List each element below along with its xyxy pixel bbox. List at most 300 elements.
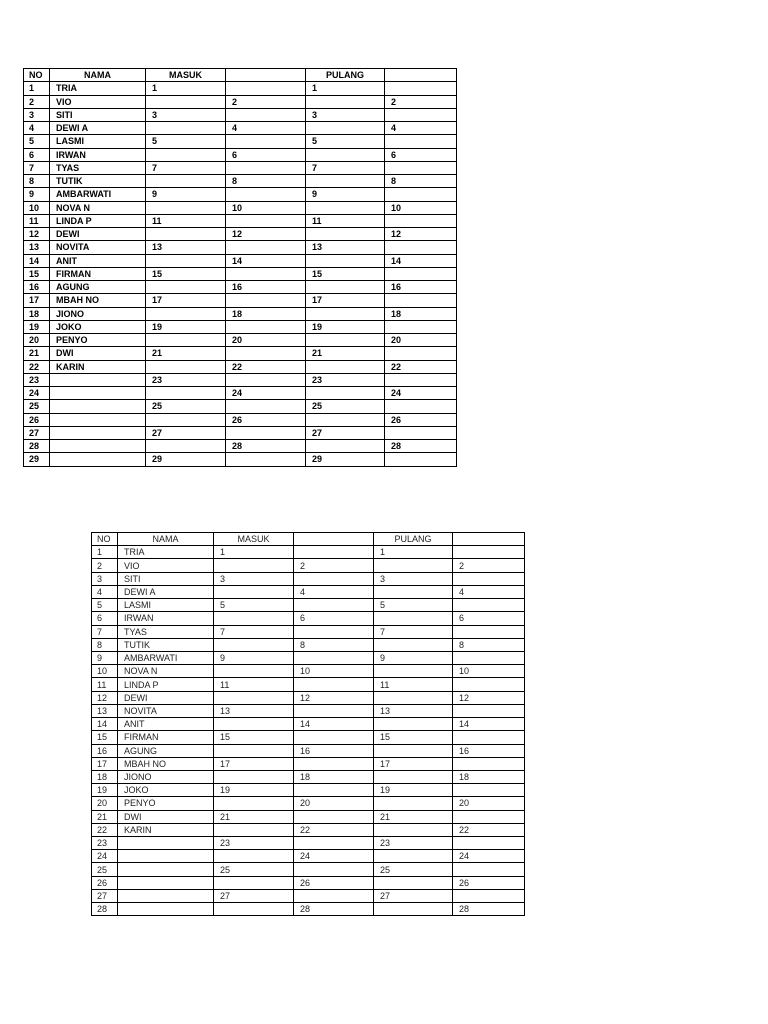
cell-pulang-2: 22 <box>385 360 457 373</box>
cell-pulang: 9 <box>374 651 453 664</box>
cell-masuk-2 <box>294 599 374 612</box>
cell-masuk: 27 <box>146 426 226 439</box>
cell-nama <box>50 440 146 453</box>
cell-pulang-2: 24 <box>385 387 457 400</box>
cell-pulang <box>306 281 385 294</box>
table-row <box>24 135 457 148</box>
cell-pulang <box>374 559 453 572</box>
table-row <box>92 665 525 678</box>
table-row <box>24 426 457 439</box>
cell-pulang: 11 <box>374 678 453 691</box>
cell-no: 7 <box>24 161 50 174</box>
cell-pulang: 1 <box>374 546 453 559</box>
cell-pulang-2: 2 <box>453 559 525 572</box>
cell-no: 15 <box>92 731 118 744</box>
cell-nama: FIRMAN <box>50 267 146 280</box>
cell-pulang-2 <box>385 294 457 307</box>
cell-pulang-2: 26 <box>453 876 525 889</box>
cell-masuk <box>146 122 226 135</box>
table-row <box>24 201 457 214</box>
cell-masuk-2 <box>226 161 306 174</box>
cell-masuk-2 <box>294 546 374 559</box>
cell-nama <box>118 903 214 916</box>
cell-no: 25 <box>92 863 118 876</box>
cell-masuk-2: 14 <box>294 718 374 731</box>
cell-no: 18 <box>92 770 118 783</box>
cell-masuk-2 <box>294 837 374 850</box>
cell-masuk-2: 20 <box>226 334 306 347</box>
cell-masuk-2: 2 <box>294 559 374 572</box>
cell-no: 17 <box>92 757 118 770</box>
cell-nama <box>118 876 214 889</box>
cell-nama: SITI <box>118 572 214 585</box>
cell-pulang: 15 <box>306 267 385 280</box>
cell-masuk <box>146 307 226 320</box>
cell-no: 9 <box>92 651 118 664</box>
table-row <box>92 612 525 625</box>
cell-pulang: 23 <box>306 373 385 386</box>
cell-pulang-2 <box>385 267 457 280</box>
cell-masuk-2: 6 <box>294 612 374 625</box>
cell-pulang-2 <box>453 678 525 691</box>
cell-no: 20 <box>24 334 50 347</box>
table-row <box>24 228 457 241</box>
cell-masuk <box>214 797 294 810</box>
table-row <box>92 731 525 744</box>
cell-masuk-2 <box>226 453 306 466</box>
cell-masuk-2 <box>294 704 374 717</box>
cell-pulang <box>374 612 453 625</box>
header-row <box>92 533 525 546</box>
cell-masuk-2 <box>294 889 374 902</box>
cell-no: 8 <box>92 638 118 651</box>
cell-masuk-2: 2 <box>226 95 306 108</box>
table-row <box>92 572 525 585</box>
cell-pulang: 27 <box>306 426 385 439</box>
cell-nama: DWI <box>50 347 146 360</box>
cell-masuk-2: 24 <box>294 850 374 863</box>
cell-masuk <box>146 413 226 426</box>
cell-pulang <box>306 254 385 267</box>
cell-no: 4 <box>24 122 50 135</box>
cell-pulang <box>374 718 453 731</box>
cell-pulang: 15 <box>374 731 453 744</box>
cell-nama <box>50 400 146 413</box>
cell-no: 23 <box>24 373 50 386</box>
header-masuk: MASUK <box>146 69 226 82</box>
cell-pulang-2 <box>453 599 525 612</box>
cell-no: 12 <box>92 691 118 704</box>
cell-pulang: 3 <box>374 572 453 585</box>
header-masuk-2 <box>294 533 374 546</box>
cell-nama: PENYO <box>50 334 146 347</box>
cell-masuk: 13 <box>146 241 226 254</box>
cell-masuk <box>146 387 226 400</box>
cell-nama <box>50 373 146 386</box>
cell-no: 6 <box>24 148 50 161</box>
cell-pulang-2: 2 <box>385 95 457 108</box>
cell-pulang-2: 18 <box>453 770 525 783</box>
header-pulang: PULANG <box>374 533 453 546</box>
cell-nama: NOVA N <box>118 665 214 678</box>
cell-masuk-2: 28 <box>226 440 306 453</box>
cell-pulang: 21 <box>306 347 385 360</box>
cell-masuk: 13 <box>214 704 294 717</box>
cell-masuk: 9 <box>214 651 294 664</box>
cell-pulang-2 <box>453 651 525 664</box>
cell-nama: IRWAN <box>50 148 146 161</box>
cell-masuk: 23 <box>146 373 226 386</box>
cell-masuk-2 <box>226 214 306 227</box>
cell-masuk: 17 <box>214 757 294 770</box>
cell-masuk-2: 4 <box>226 122 306 135</box>
cell-masuk <box>214 744 294 757</box>
cell-pulang <box>306 307 385 320</box>
cell-masuk-2: 6 <box>226 148 306 161</box>
cell-nama: DWI <box>118 810 214 823</box>
cell-pulang-2: 28 <box>453 903 525 916</box>
cell-pulang: 13 <box>374 704 453 717</box>
table-row <box>92 585 525 598</box>
cell-masuk: 25 <box>214 863 294 876</box>
table-row <box>24 161 457 174</box>
cell-no: 5 <box>92 599 118 612</box>
cell-nama <box>50 413 146 426</box>
cell-nama <box>118 889 214 902</box>
header-masuk: MASUK <box>214 533 294 546</box>
cell-pulang <box>374 744 453 757</box>
cell-masuk-2 <box>226 373 306 386</box>
cell-nama: MBAH NO <box>118 757 214 770</box>
cell-nama: JOKO <box>50 320 146 333</box>
cell-masuk <box>146 228 226 241</box>
cell-nama: TYAS <box>118 625 214 638</box>
cell-pulang: 1 <box>306 82 385 95</box>
cell-masuk-2 <box>226 347 306 360</box>
cell-masuk: 9 <box>146 188 226 201</box>
table-row <box>92 651 525 664</box>
cell-pulang <box>374 585 453 598</box>
header-masuk-2 <box>226 69 306 82</box>
cell-masuk: 25 <box>146 400 226 413</box>
cell-nama <box>50 387 146 400</box>
cell-no: 19 <box>92 784 118 797</box>
cell-no: 15 <box>24 267 50 280</box>
cell-no: 5 <box>24 135 50 148</box>
cell-masuk-2: 16 <box>226 281 306 294</box>
cell-masuk-2 <box>294 678 374 691</box>
cell-masuk <box>214 638 294 651</box>
cell-masuk-2 <box>226 400 306 413</box>
cell-masuk <box>146 201 226 214</box>
cell-pulang <box>306 360 385 373</box>
cell-no: 26 <box>24 413 50 426</box>
table-row <box>92 784 525 797</box>
cell-no: 27 <box>24 426 50 439</box>
cell-pulang-2 <box>385 214 457 227</box>
cell-pulang <box>306 440 385 453</box>
cell-masuk <box>146 360 226 373</box>
cell-masuk: 3 <box>214 572 294 585</box>
cell-pulang-2: 14 <box>385 254 457 267</box>
cell-nama <box>118 863 214 876</box>
cell-no: 18 <box>24 307 50 320</box>
table-row <box>92 559 525 572</box>
cell-pulang-2 <box>385 453 457 466</box>
cell-pulang <box>306 334 385 347</box>
cell-nama <box>118 850 214 863</box>
cell-nama: LASMI <box>50 135 146 148</box>
cell-no: 26 <box>92 876 118 889</box>
cell-pulang: 21 <box>374 810 453 823</box>
cell-masuk-2 <box>226 135 306 148</box>
table-row <box>24 294 457 307</box>
cell-pulang-2: 6 <box>385 148 457 161</box>
cell-masuk: 29 <box>146 453 226 466</box>
cell-pulang-2 <box>385 188 457 201</box>
cell-masuk: 1 <box>214 546 294 559</box>
cell-no: 3 <box>92 572 118 585</box>
table-row <box>92 863 525 876</box>
cell-pulang-2: 8 <box>385 175 457 188</box>
cell-nama: JOKO <box>118 784 214 797</box>
cell-pulang <box>374 876 453 889</box>
cell-nama: JIONO <box>118 770 214 783</box>
cell-no: 25 <box>24 400 50 413</box>
table-row <box>92 770 525 783</box>
cell-masuk-2 <box>226 267 306 280</box>
cell-no: 2 <box>24 95 50 108</box>
cell-nama: MBAH NO <box>50 294 146 307</box>
cell-pulang <box>374 691 453 704</box>
table-row <box>92 889 525 902</box>
cell-pulang-2: 6 <box>453 612 525 625</box>
table-row <box>92 903 525 916</box>
cell-nama: NOVA N <box>50 201 146 214</box>
cell-pulang: 17 <box>306 294 385 307</box>
cell-masuk: 5 <box>146 135 226 148</box>
cell-no: 7 <box>92 625 118 638</box>
cell-masuk-2: 26 <box>226 413 306 426</box>
cell-masuk-2: 10 <box>226 201 306 214</box>
cell-masuk <box>214 559 294 572</box>
table-row <box>92 599 525 612</box>
cell-no: 11 <box>24 214 50 227</box>
cell-pulang-2 <box>453 784 525 797</box>
cell-masuk-2: 10 <box>294 665 374 678</box>
table-row <box>92 823 525 836</box>
cell-no: 1 <box>24 82 50 95</box>
cell-masuk: 5 <box>214 599 294 612</box>
cell-masuk <box>146 254 226 267</box>
cell-masuk: 11 <box>214 678 294 691</box>
cell-no: 6 <box>92 612 118 625</box>
table-row <box>24 82 457 95</box>
cell-masuk-2: 26 <box>294 876 374 889</box>
cell-masuk-2: 8 <box>294 638 374 651</box>
cell-pulang-2 <box>385 108 457 121</box>
cell-masuk-2: 16 <box>294 744 374 757</box>
cell-masuk-2 <box>294 784 374 797</box>
table-row <box>24 347 457 360</box>
header-no: NO <box>24 69 50 82</box>
cell-masuk-2 <box>294 863 374 876</box>
cell-pulang <box>374 823 453 836</box>
cell-no: 14 <box>92 718 118 731</box>
cell-no: 2 <box>92 559 118 572</box>
cell-no: 27 <box>92 889 118 902</box>
cell-pulang: 7 <box>306 161 385 174</box>
cell-pulang-2 <box>453 810 525 823</box>
cell-masuk-2 <box>226 108 306 121</box>
cell-pulang: 25 <box>374 863 453 876</box>
cell-nama: KARIN <box>50 360 146 373</box>
cell-nama: FIRMAN <box>118 731 214 744</box>
table-row <box>92 744 525 757</box>
cell-pulang-2: 16 <box>385 281 457 294</box>
cell-nama: DEWI <box>50 228 146 241</box>
table-row <box>24 188 457 201</box>
table-row <box>24 360 457 373</box>
cell-pulang-2 <box>385 426 457 439</box>
header-pulang-2 <box>453 533 525 546</box>
cell-masuk-2 <box>294 625 374 638</box>
cell-pulang-2 <box>453 757 525 770</box>
cell-pulang-2: 4 <box>453 585 525 598</box>
cell-pulang: 13 <box>306 241 385 254</box>
cell-nama: ANIT <box>118 718 214 731</box>
cell-no: 28 <box>92 903 118 916</box>
cell-masuk: 15 <box>146 267 226 280</box>
table-row <box>92 546 525 559</box>
table-row <box>92 678 525 691</box>
cell-pulang-2 <box>453 837 525 850</box>
cell-no: 10 <box>24 201 50 214</box>
header-pulang: PULANG <box>306 69 385 82</box>
cell-pulang <box>374 770 453 783</box>
cell-no: 1 <box>92 546 118 559</box>
cell-pulang: 27 <box>374 889 453 902</box>
cell-no: 22 <box>24 360 50 373</box>
cell-pulang-2 <box>453 704 525 717</box>
cell-pulang-2: 20 <box>385 334 457 347</box>
cell-nama: AMBARWATI <box>118 651 214 664</box>
cell-masuk-2: 12 <box>226 228 306 241</box>
cell-masuk <box>146 95 226 108</box>
cell-masuk <box>214 770 294 783</box>
cell-pulang: 11 <box>306 214 385 227</box>
cell-pulang: 25 <box>306 400 385 413</box>
cell-masuk: 21 <box>214 810 294 823</box>
cell-masuk-2 <box>226 294 306 307</box>
table-row <box>24 334 457 347</box>
cell-nama: JIONO <box>50 307 146 320</box>
cell-masuk-2 <box>294 757 374 770</box>
cell-masuk-2 <box>226 82 306 95</box>
cell-masuk: 7 <box>146 161 226 174</box>
table-row <box>24 373 457 386</box>
cell-masuk-2 <box>294 572 374 585</box>
table-row <box>92 625 525 638</box>
header-no: NO <box>92 533 118 546</box>
cell-nama: TUTIK <box>50 175 146 188</box>
cell-masuk-2: 18 <box>226 307 306 320</box>
cell-masuk: 7 <box>214 625 294 638</box>
cell-no: 21 <box>92 810 118 823</box>
cell-pulang: 5 <box>374 599 453 612</box>
cell-pulang <box>306 95 385 108</box>
cell-no: 3 <box>24 108 50 121</box>
table-row <box>24 307 457 320</box>
table-row <box>92 718 525 731</box>
cell-pulang-2 <box>385 161 457 174</box>
cell-pulang-2: 20 <box>453 797 525 810</box>
cell-pulang-2 <box>385 373 457 386</box>
cell-nama <box>118 837 214 850</box>
cell-pulang <box>374 797 453 810</box>
cell-pulang-2 <box>453 731 525 744</box>
cell-masuk: 11 <box>146 214 226 227</box>
table-row <box>24 267 457 280</box>
cell-pulang <box>306 387 385 400</box>
cell-pulang-2: 16 <box>453 744 525 757</box>
cell-masuk-2: 22 <box>294 823 374 836</box>
table-row <box>24 413 457 426</box>
cell-masuk-2: 14 <box>226 254 306 267</box>
cell-masuk-2 <box>226 188 306 201</box>
cell-no: 29 <box>24 453 50 466</box>
cell-pulang <box>374 850 453 863</box>
cell-masuk-2 <box>294 731 374 744</box>
cell-pulang-2 <box>453 572 525 585</box>
cell-nama: LINDA P <box>118 678 214 691</box>
table-row <box>92 810 525 823</box>
cell-masuk-2: 4 <box>294 585 374 598</box>
cell-nama: TYAS <box>50 161 146 174</box>
header-nama: NAMA <box>50 69 146 82</box>
cell-pulang-2: 22 <box>453 823 525 836</box>
cell-pulang-2: 26 <box>385 413 457 426</box>
table-row <box>92 704 525 717</box>
table-row <box>24 387 457 400</box>
cell-pulang-2 <box>453 889 525 902</box>
cell-no: 8 <box>24 175 50 188</box>
cell-pulang <box>374 665 453 678</box>
cell-nama: SITI <box>50 108 146 121</box>
table-row <box>24 254 457 267</box>
cell-masuk-2: 12 <box>294 691 374 704</box>
cell-pulang: 9 <box>306 188 385 201</box>
table-row <box>92 797 525 810</box>
cell-pulang-2 <box>385 135 457 148</box>
cell-no: 17 <box>24 294 50 307</box>
cell-nama: TRIA <box>118 546 214 559</box>
cell-nama: DEWI A <box>50 122 146 135</box>
cell-nama: NOVITA <box>118 704 214 717</box>
cell-pulang: 3 <box>306 108 385 121</box>
cell-pulang-2: 28 <box>385 440 457 453</box>
cell-pulang <box>374 903 453 916</box>
cell-masuk <box>214 823 294 836</box>
table-row <box>24 108 457 121</box>
cell-masuk <box>214 718 294 731</box>
cell-no: 13 <box>24 241 50 254</box>
cell-nama: DEWI A <box>118 585 214 598</box>
cell-nama: KARIN <box>118 823 214 836</box>
cell-pulang: 17 <box>374 757 453 770</box>
table-row <box>24 241 457 254</box>
cell-pulang <box>306 201 385 214</box>
